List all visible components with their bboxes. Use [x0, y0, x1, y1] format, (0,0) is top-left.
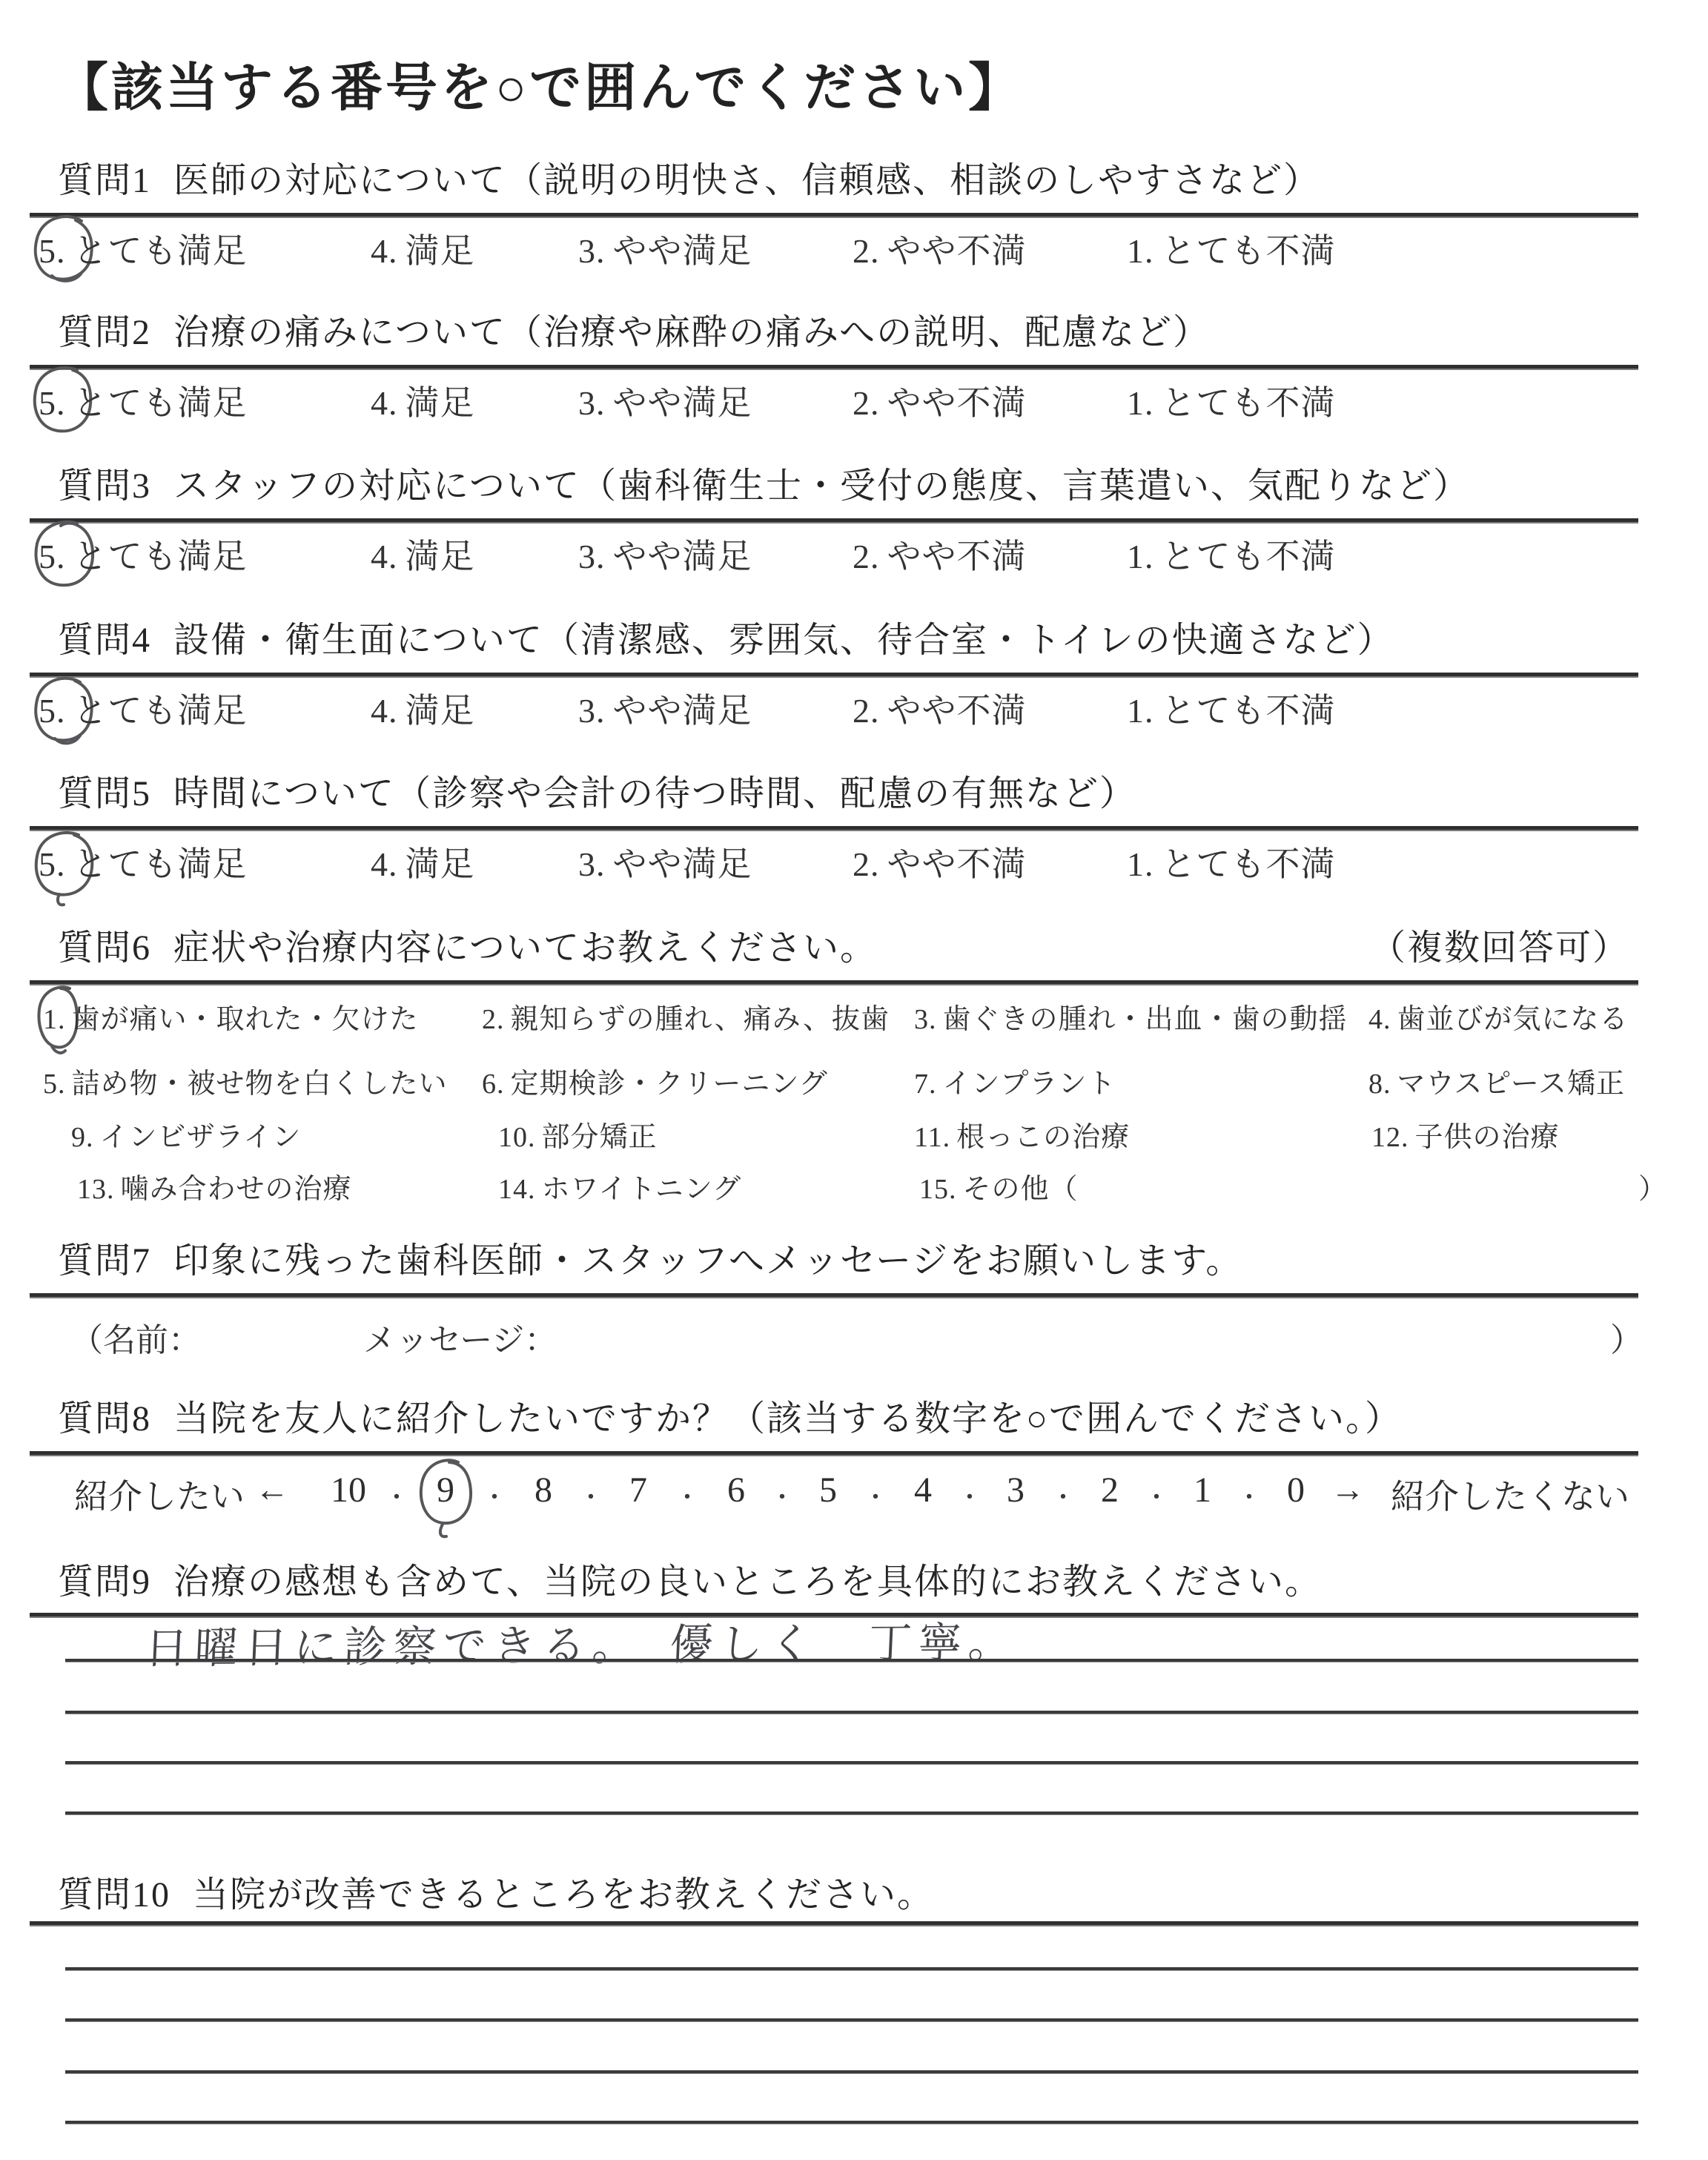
- scale-dot: ・: [1144, 1484, 1169, 1512]
- option-2-somewhat-dissatisfied: [853, 376, 1027, 425]
- option-number: 1.: [1127, 232, 1154, 270]
- option-label: 満足: [405, 692, 475, 730]
- option-label: 満足: [405, 845, 475, 883]
- option-number: 3.: [578, 384, 606, 422]
- heading-rule: [30, 365, 1638, 370]
- question-number: 質問6: [58, 928, 152, 968]
- scale-dot: ・: [769, 1484, 795, 1512]
- option-label: 詰め物・被せ物を白くしたい: [71, 1069, 448, 1100]
- option-label: とても不満: [1161, 384, 1336, 422]
- option-4-satisfied: [371, 224, 475, 273]
- option-number: 5.: [39, 232, 66, 270]
- question-5-options-row: [0, 837, 1708, 920]
- option-label: とても不満: [1161, 845, 1336, 883]
- option-label: 歯が痛い・取れた・欠けた: [71, 1004, 419, 1035]
- option-number: 4.: [371, 845, 398, 883]
- option-number: 3.: [578, 845, 606, 883]
- option-number: 3.: [578, 538, 606, 575]
- symptom-option-15-other: [919, 1166, 1079, 1206]
- option-label: 根っこの治療: [956, 1122, 1131, 1153]
- scale-number-0: 0: [1287, 1470, 1305, 1510]
- question-3-options-row: [0, 529, 1708, 612]
- symptom-option-5: [43, 1060, 448, 1101]
- question-5-heading: [0, 773, 1708, 816]
- option-2-somewhat-dissatisfied: [853, 529, 1027, 578]
- option-number: 1.: [1127, 538, 1154, 575]
- option-5-very-satisfied: [39, 376, 248, 425]
- option-number: 6.: [482, 1069, 505, 1100]
- option-label: やや満足: [612, 232, 752, 270]
- name-message-row: [0, 1306, 1708, 1368]
- other-close-paren: ）: [1638, 1174, 1668, 1205]
- option-number: 14.: [498, 1174, 536, 1205]
- option-number: 1.: [43, 1004, 66, 1035]
- symptom-option-7: [914, 1060, 1116, 1101]
- option-number: 4.: [371, 232, 398, 270]
- option-number: 2.: [853, 232, 880, 270]
- heading-rule: [30, 518, 1638, 524]
- question-title: 時間について（診察や会計の待つ時間、配慮の有無など）: [173, 774, 1137, 813]
- question-number: 質問3: [58, 466, 152, 506]
- question-1-section: [0, 159, 1708, 307]
- option-number: 8.: [1368, 1069, 1391, 1100]
- handwritten-answer: 日曜日に診察できる。 優しく 丁寧。: [144, 1618, 1019, 1674]
- option-5-very-satisfied: [39, 529, 248, 578]
- heading-rule: [30, 826, 1638, 831]
- question-8-section: [0, 1398, 1708, 1553]
- option-5-very-satisfied: [39, 224, 248, 273]
- option-number: 13.: [77, 1174, 115, 1205]
- scale-number-6: 6: [727, 1470, 745, 1510]
- heading-rule: [30, 980, 1638, 985]
- option-5-very-satisfied: [39, 684, 248, 733]
- heading-rule: [30, 1921, 1638, 1926]
- question-10-answer-area: [0, 1926, 1708, 2141]
- option-2-somewhat-dissatisfied: [853, 684, 1027, 733]
- option-3-somewhat-satisfied: [578, 837, 752, 886]
- close-paren: ）: [1610, 1322, 1643, 1358]
- option-label: 部分矯正: [541, 1122, 658, 1153]
- symptom-option-8: [1368, 1060, 1625, 1101]
- option-number: 4.: [371, 384, 398, 422]
- question-3-heading: [0, 465, 1708, 508]
- option-label: やや満足: [612, 845, 752, 883]
- question-9-answer-area: [0, 1618, 1708, 1840]
- question-title: スタッフの対応について（歯科衛生士・受付の態度、言葉遣い、気配りなど）: [173, 466, 1471, 506]
- question-2-section: [0, 311, 1708, 459]
- question-2-options-row: [0, 376, 1708, 459]
- question-1-heading: [0, 159, 1708, 202]
- option-label: その他（: [962, 1174, 1079, 1205]
- question-title: 医師の対応について（説明の明快さ、信頼感、相談のしやすさなど）: [173, 161, 1321, 200]
- option-number: 5.: [43, 1069, 66, 1100]
- heading-rule: [30, 1293, 1638, 1298]
- question-4-heading: [0, 619, 1708, 662]
- question-9-heading: [0, 1561, 1708, 1604]
- scale-number-5: 5: [819, 1470, 837, 1510]
- question-title: 設備・衛生面について（清潔感、雰囲気、待合室・トイレの快適さなど）: [173, 621, 1394, 660]
- symptom-option-10: [498, 1114, 658, 1155]
- scale-dot: ・: [1237, 1484, 1262, 1512]
- right-arrow-icon: →: [1331, 1470, 1365, 1508]
- option-label: とても不満: [1161, 538, 1336, 575]
- symptom-option-11: [914, 1114, 1130, 1155]
- option-2-somewhat-dissatisfied: [853, 837, 1027, 886]
- scale-left-label: 紹介したい: [74, 1478, 245, 1516]
- question-number: 質問8: [58, 1399, 152, 1439]
- option-number: 12.: [1371, 1122, 1409, 1153]
- scale-dot: ・: [957, 1484, 982, 1512]
- option-label: 噛み合わせの治療: [120, 1174, 352, 1205]
- heading-rule: [30, 213, 1638, 218]
- option-number: 5.: [39, 692, 66, 730]
- answer-ruled-line: [65, 1967, 1638, 1971]
- question-10-heading: [0, 1874, 1708, 1917]
- option-label: とても満足: [73, 538, 248, 575]
- option-3-somewhat-satisfied: [578, 224, 752, 273]
- answer-ruled-line: [65, 2121, 1638, 2124]
- option-number: 5.: [39, 384, 66, 422]
- option-label: とても不満: [1161, 232, 1336, 270]
- symptom-option-1: [43, 996, 419, 1037]
- option-number: 4.: [371, 538, 398, 575]
- option-label: やや不満: [887, 384, 1027, 422]
- option-label: インプラント: [942, 1069, 1116, 1100]
- option-4-satisfied: [371, 376, 475, 425]
- question-6-options-grid: [0, 988, 1708, 1233]
- option-1-very-dissatisfied: [1127, 224, 1336, 273]
- scale-number-3: 3: [1007, 1470, 1025, 1510]
- option-number: 1.: [1127, 845, 1154, 883]
- option-label: やや満足: [612, 538, 752, 575]
- left-arrow-icon: ←: [255, 1470, 289, 1508]
- answer-ruled-line: [65, 1811, 1638, 1815]
- scale-dot: ・: [482, 1484, 507, 1512]
- option-label: 歯並びが気になる: [1397, 1004, 1629, 1035]
- option-number: 1.: [1127, 384, 1154, 422]
- scale-number-9-selected: 9: [437, 1470, 454, 1510]
- scale-number-2: 2: [1101, 1470, 1119, 1510]
- option-number: 7.: [914, 1069, 937, 1100]
- message-field-label: メッセージ：: [363, 1322, 557, 1358]
- option-number: 15.: [919, 1174, 957, 1205]
- option-label: 満足: [405, 384, 475, 422]
- question-1-options-row: [0, 224, 1708, 307]
- question-4-section: [0, 619, 1708, 767]
- question-7-heading: [0, 1240, 1708, 1283]
- scale-dot: ・: [1050, 1484, 1076, 1512]
- option-label: とても満足: [73, 845, 248, 883]
- symptom-option-4: [1368, 996, 1629, 1037]
- heading-rule: [30, 673, 1638, 678]
- scale-number-1: 1: [1194, 1470, 1211, 1510]
- option-1-very-dissatisfied: [1127, 837, 1336, 886]
- question-number: 質問7: [58, 1241, 152, 1281]
- option-number: 4.: [1368, 1004, 1391, 1035]
- option-label: やや不満: [887, 232, 1027, 270]
- question-6-heading: [0, 927, 1708, 970]
- option-number: 4.: [371, 692, 398, 730]
- scale-dot: ・: [384, 1484, 409, 1512]
- option-3-somewhat-satisfied: [578, 529, 752, 578]
- question-number: 質問9: [58, 1562, 152, 1602]
- question-number: 質問2: [58, 313, 152, 352]
- question-3-section: [0, 465, 1708, 612]
- option-label: インビザライン: [99, 1122, 302, 1153]
- name-field-label: （名前：: [70, 1322, 201, 1358]
- question-number: 質問4: [58, 621, 152, 660]
- option-number: 11.: [914, 1122, 951, 1153]
- question-title: 治療の感想も含めて、当院の良いところを具体的にお教えください。: [173, 1562, 1323, 1602]
- symptom-option-14: [498, 1166, 741, 1206]
- scale-dot: ・: [675, 1484, 700, 1512]
- option-label: とても満足: [73, 384, 248, 422]
- question-title: 症状や治療内容についてお教えください。: [173, 928, 878, 968]
- option-1-very-dissatisfied: [1127, 529, 1336, 578]
- question-2-heading: [0, 311, 1708, 354]
- option-3-somewhat-satisfied: [578, 376, 752, 425]
- option-3-somewhat-satisfied: [578, 684, 752, 733]
- answer-ruled-line: [65, 1711, 1638, 1714]
- option-label: やや不満: [887, 538, 1027, 575]
- symptom-option-12: [1371, 1114, 1560, 1155]
- question-4-options-row: [0, 684, 1708, 767]
- question-title: 当院が改善できるところをお教えください。: [193, 1875, 935, 1915]
- scale-dot: ・: [578, 1484, 603, 1512]
- option-label: ホワイトニング: [541, 1174, 742, 1205]
- option-number: 5.: [39, 845, 66, 883]
- option-4-satisfied: [371, 837, 475, 886]
- scale-right-label: 紹介したくない: [1391, 1478, 1629, 1516]
- question-5-section: [0, 773, 1708, 920]
- question-title: 当院を友人に紹介したいですか？（該当する数字を○で囲んでください。）: [173, 1399, 1403, 1439]
- symptom-option-3: [914, 996, 1348, 1037]
- answer-ruled-line: [65, 2070, 1638, 2074]
- question-6-section: [0, 927, 1708, 1233]
- answer-ruled-line: [65, 1761, 1638, 1765]
- option-number: 2.: [853, 692, 880, 730]
- symptom-option-6: [482, 1060, 828, 1101]
- option-label: やや不満: [887, 692, 1027, 730]
- option-label: とても満足: [73, 232, 248, 270]
- option-4-satisfied: [371, 529, 475, 578]
- question-title: 治療の痛みについて（治療や麻酔の痛みへの説明、配慮など）: [173, 313, 1211, 352]
- option-number: 3.: [578, 232, 606, 270]
- scale-dot: ・: [863, 1484, 888, 1512]
- question-7-section: [0, 1240, 1708, 1368]
- option-label: やや満足: [612, 692, 752, 730]
- multiple-answers-note: （複数回答可）: [1369, 928, 1629, 968]
- option-label: とても不満: [1161, 692, 1336, 730]
- heading-rule: [30, 1451, 1638, 1456]
- option-number: 2.: [853, 384, 880, 422]
- question-8-heading: [0, 1398, 1708, 1441]
- option-label: とても満足: [73, 692, 248, 730]
- scale-number-10: 10: [331, 1470, 366, 1510]
- answer-ruled-line: [65, 1659, 1638, 1662]
- option-label: 満足: [405, 232, 475, 270]
- question-number: 質問1: [58, 161, 152, 200]
- option-label: 満足: [405, 538, 475, 575]
- option-1-very-dissatisfied: [1127, 376, 1336, 425]
- symptom-option-2: [482, 996, 890, 1037]
- option-1-very-dissatisfied: [1127, 684, 1336, 733]
- question-title: 印象に残った歯科医師・スタッフへメッセージをお願いします。: [173, 1241, 1243, 1281]
- option-label: 子供の治療: [1414, 1122, 1560, 1153]
- question-number: 質問5: [58, 774, 152, 813]
- option-label: やや不満: [887, 845, 1027, 883]
- option-4-satisfied: [371, 684, 475, 733]
- option-number: 10.: [498, 1122, 536, 1153]
- option-number: 5.: [39, 538, 66, 575]
- option-label: やや満足: [612, 384, 752, 422]
- page-title: 【該当する番号を○で囲んでください】: [56, 60, 1024, 117]
- question-number: 質問10: [58, 1875, 171, 1915]
- question-10-section: [0, 1874, 1708, 2141]
- option-label: 定期検診・クリーニング: [510, 1069, 828, 1100]
- recommendation-scale-row: [0, 1464, 1708, 1553]
- option-5-very-satisfied: [39, 837, 248, 886]
- option-label: 親知らずの腫れ、痛み、抜歯: [510, 1004, 890, 1035]
- option-label: マウスピース矯正: [1397, 1069, 1625, 1100]
- symptom-option-9: [71, 1114, 301, 1155]
- scale-number-4: 4: [914, 1470, 932, 1510]
- option-number: 2.: [853, 538, 880, 575]
- question-9-section: [0, 1561, 1708, 1840]
- option-number: 9.: [71, 1122, 94, 1153]
- scale-number-7: 7: [629, 1470, 647, 1510]
- symptom-option-13: [77, 1166, 352, 1206]
- option-label: 歯ぐきの腫れ・出血・歯の動揺: [942, 1004, 1348, 1035]
- option-number: 3.: [578, 692, 606, 730]
- answer-ruled-line: [65, 2018, 1638, 2022]
- option-number: 2.: [853, 845, 880, 883]
- option-2-somewhat-dissatisfied: [853, 224, 1027, 273]
- option-number: 3.: [914, 1004, 937, 1035]
- option-number: 2.: [482, 1004, 505, 1035]
- scale-number-8: 8: [534, 1470, 552, 1510]
- option-number: 1.: [1127, 692, 1154, 730]
